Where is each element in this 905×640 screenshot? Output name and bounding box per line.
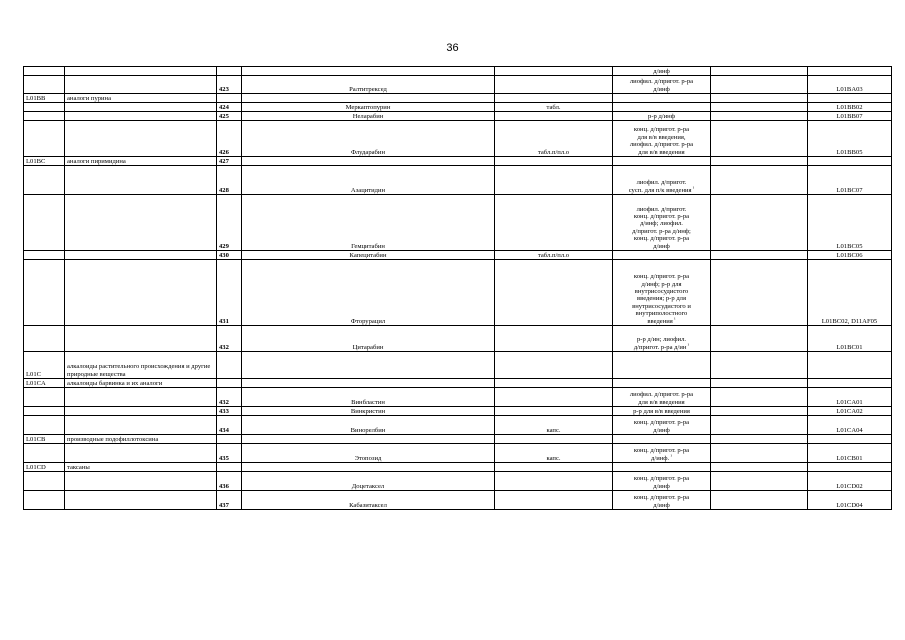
drug-name: Неларабин [242,112,495,121]
dosage-form-line: суcп. для п/к введения $^{^1}$ [628,186,695,194]
drug-name: Флударабин [242,121,495,157]
dosage-form-line: д/инф [653,482,670,490]
dosage-form-solution [613,94,711,103]
blank-cell [711,435,808,444]
drug-name: Винкристин [242,407,495,416]
footnote-marker: ¹ [669,454,672,460]
dosage-form-line: д/инф; р-р для [641,280,682,288]
atc-code [808,463,892,472]
atc-code: L01BC05 [808,195,892,251]
dosage-form-line: конц. д/пригот. р-ра [633,212,690,220]
blank-cell [711,103,808,112]
drug-name [242,67,495,76]
atc-code: L01BC06 [808,251,892,260]
dosage-form-line: лиофил. д/пригот. р-ра [629,78,694,86]
row-number: 427 [217,157,242,166]
drug-name: Капецитабин [242,251,495,260]
atc-code [808,379,892,388]
blank-cell [711,491,808,510]
dosage-form-tablet [495,407,613,416]
dosage-form-tablet [495,352,613,379]
footnote-marker: ¹ [691,186,695,192]
group-description: производные подофиллотоксина [65,435,217,444]
dosage-form-line: д/инф; лиофил. [640,220,683,228]
blank-cell [711,326,808,352]
atc-code: L01BC01 [808,326,892,352]
atc-group-code [24,444,65,463]
drug-name [242,157,495,166]
atc-group-code [24,326,65,352]
dosage-form-tablet [495,157,613,166]
footnote-marker: ¹ [672,317,676,323]
drug-name [242,379,495,388]
drug-registry-table [23,66,892,510]
blank-cell [711,444,808,463]
group-row [24,352,892,379]
atc-code: L01CA01 [808,388,892,407]
atc-group-code [24,103,65,112]
blank-cell [711,472,808,491]
atc-group-code: L01BB [24,94,65,103]
row-number: 432 [217,326,242,352]
dosage-form-solution [613,407,711,416]
dosage-form-solution [613,121,711,157]
dosage-form-line: р-р д/ин; лиофил. [636,336,687,344]
group-description: алкалоиды барвинка и их аналоги [65,379,217,388]
atc-code: L01BB05 [808,121,892,157]
dosage-form-line: лиофил. д/пригот. р-ра [629,141,694,149]
dosage-form-solution [613,435,711,444]
row-number [217,379,242,388]
group-row [24,94,892,103]
table-row [24,121,892,157]
dosage-form-solution [613,416,711,435]
dosage-form-tablet [495,472,613,491]
dosage-form-solution [613,67,711,76]
table-row [24,407,892,416]
row-number: 425 [217,112,242,121]
dosage-form-tablet [495,166,613,195]
atc-code [808,157,892,166]
atc-group-code [24,166,65,195]
group-description [65,112,217,121]
drug-name [242,352,495,379]
table-row [24,388,892,407]
row-number: 426 [217,121,242,157]
dosage-form-solution [613,112,711,121]
group-description [65,67,217,76]
dosage-form-line: д/инф [653,67,670,75]
row-number [217,94,242,103]
table-row [24,195,892,251]
group-description [65,121,217,157]
drug-name: Доцетаксел [242,472,495,491]
dosage-form-solution [613,491,711,510]
dosage-form-line: р-р для в/в введения [633,407,690,415]
group-row [24,157,892,166]
atc-group-code: L01CA [24,379,65,388]
blank-cell [711,416,808,435]
dosage-form-tablet [495,260,613,326]
dosage-form-line: д/инф [653,85,670,93]
dosage-form-solution [613,444,711,463]
blank-cell [711,407,808,416]
dosage-form-line: р-р д/инф [648,112,675,120]
atc-group-code [24,251,65,260]
dosage-form-line: введения; р-р для [637,295,686,303]
row-number: 424 [217,103,242,112]
blank-cell [711,379,808,388]
group-description [65,103,217,112]
dosage-form-line: конц. д/пригот. р-ра [633,235,690,243]
drug-name [242,435,495,444]
page-number: 36 [446,42,459,54]
atc-code: L01CA02 [808,407,892,416]
atc-group-code [24,195,65,251]
atc-group-code: L01BC [24,157,65,166]
dosage-form-line: конц. д/пригот. р-ра [633,494,690,502]
dosage-form-tablet: капс. [495,416,613,435]
atc-group-code [24,491,65,510]
group-description [65,260,217,326]
blank-cell [711,157,808,166]
blank-cell [711,166,808,195]
group-row [24,463,892,472]
dosage-form-line: д/инф [653,242,670,250]
blank-cell [711,195,808,251]
atc-group-code [24,416,65,435]
atc-group-code: L01CD [24,463,65,472]
dosage-form-line: конц. д/пригот. р-ра [633,419,690,427]
group-description: аналоги пурина [65,94,217,103]
row-number: 431 [217,260,242,326]
dosage-form-solution [613,251,711,260]
group-description [65,251,217,260]
drug-name: Гемцитабин [242,195,495,251]
dosage-form-line: внутрисосудистого [634,287,689,295]
dosage-form-tablet [495,463,613,472]
dosage-form-solution [613,76,711,94]
atc-group-code [24,388,65,407]
row-number: 435 [217,444,242,463]
dosage-form-line: конц. д/пригот. р-ра [633,126,690,134]
dosage-form-tablet [495,67,613,76]
drug-name: Винорелбин [242,416,495,435]
dosage-form-line: внутриполостного [635,310,688,318]
atc-code: L01CD02 [808,472,892,491]
atc-group-code [24,407,65,416]
table-row [24,251,892,260]
dosage-form-solution [613,195,711,251]
group-description [65,166,217,195]
atc-code: L01CA04 [808,416,892,435]
table-row [24,472,892,491]
row-number: 423 [217,76,242,94]
dosage-form-line: д/инф [653,426,670,434]
row-number: 430 [217,251,242,260]
group-description [65,326,217,352]
atc-code [808,435,892,444]
table-row [24,67,892,76]
drug-name: Фторурацил [242,260,495,326]
table-row [24,491,892,510]
group-description: таксаны [65,463,217,472]
dosage-form-tablet: табл. [495,103,613,112]
atc-code [808,352,892,379]
dosage-form-line: для в/в введения, [637,133,686,141]
row-number: 428 [217,166,242,195]
dosage-form-tablet [495,491,613,510]
table-row [24,260,892,326]
blank-cell [711,352,808,379]
dosage-form-line: внутрисосудистого и [632,302,691,310]
dosage-form-line: для в/в введения [638,148,685,156]
atc-code: L01BB02 [808,103,892,112]
drug-name [242,94,495,103]
drug-name: Этопозид [242,444,495,463]
group-description: аналоги пиримидина [65,157,217,166]
dosage-form-solution [613,157,711,166]
row-number: 432 [217,388,242,407]
row-number [217,352,242,379]
row-number: 433 [217,407,242,416]
blank-cell [711,112,808,121]
group-description: алкалоиды растительного происхождения и другие природные вещества [65,352,217,379]
dosage-form-solution [613,388,711,407]
group-description [65,444,217,463]
atc-code: L01BC07 [808,166,892,195]
row-number: 429 [217,195,242,251]
row-number [217,435,242,444]
drug-name: Цитарабин [242,326,495,352]
blank-cell [711,67,808,76]
dosage-form-tablet [495,435,613,444]
atc-code [808,67,892,76]
drug-name [242,463,495,472]
dosage-form-line: для в/в введения [638,398,685,406]
dosage-form-tablet: капс. [495,444,613,463]
row-number [217,67,242,76]
dosage-form-line: конц. д/пригот. р-ра [633,447,690,455]
atc-code: L01BC02, D11AF05 [808,260,892,326]
row-number: 434 [217,416,242,435]
atc-group-code: L01C [24,352,65,379]
blank-cell [711,94,808,103]
dosage-form-line: конц. д/пригот. р-ра [633,475,690,483]
dosage-form-line: д/пригот. р-ра д/инф; [632,227,691,235]
atc-code: L01BA03 [808,76,892,94]
atc-code [808,94,892,103]
atc-group-code [24,76,65,94]
blank-cell [711,76,808,94]
dosage-form-solution [613,463,711,472]
drug-name: Винбластин [242,388,495,407]
dosage-form-solution [613,352,711,379]
atc-code: L01CB01 [808,444,892,463]
group-description [65,388,217,407]
row-number: 436 [217,472,242,491]
table-row [24,326,892,352]
blank-cell [711,121,808,157]
group-description [65,76,217,94]
dosage-form-line: д/инф. $^{^1}$ [651,454,672,462]
blank-cell [711,260,808,326]
dosage-form-solution [613,379,711,388]
table-row [24,112,892,121]
dosage-form-solution [613,472,711,491]
group-description [65,472,217,491]
dosage-form-tablet [495,326,613,352]
atc-group-code [24,112,65,121]
group-row [24,379,892,388]
dosage-form-tablet [495,195,613,251]
dosage-form-line: конц. д/пригот. р-ра [633,273,690,281]
dosage-form-tablet [495,388,613,407]
row-number: 437 [217,491,242,510]
dosage-form-tablet: табл.п/пл.о [495,251,613,260]
drug-name: Кабазитаксел [242,491,495,510]
drug-name: Меркаптопурин [242,103,495,112]
table-row [24,416,892,435]
row-number [217,463,242,472]
atc-group-code [24,472,65,491]
atc-code: L01BB07 [808,112,892,121]
drug-name: Азацитидин [242,166,495,195]
dosage-form-line: лиофил. д/пригот. [636,179,687,187]
blank-cell [711,251,808,260]
dosage-form-solution [613,103,711,112]
dosage-form-solution [613,260,711,326]
atc-group-code [24,260,65,326]
table-row [24,444,892,463]
dosage-form-tablet [495,76,613,94]
atc-group-code [24,121,65,157]
dosage-form-tablet [495,379,613,388]
atc-code: L01CD04 [808,491,892,510]
dosage-form-tablet: табл.п/пл.о [495,121,613,157]
blank-cell [711,463,808,472]
group-description [65,416,217,435]
dosage-form-line: введения $^{^1}$ [647,317,676,325]
drug-name: Ралтитрексед [242,76,495,94]
dosage-form-tablet [495,94,613,103]
dosage-form-line: д/пригот. р-ра д/ин $^{^1}$ [633,343,690,351]
atc-group-code: L01CB [24,435,65,444]
dosage-form-solution [613,166,711,195]
table-row [24,76,892,94]
footnote-marker: ¹ [686,343,690,349]
blank-cell [711,388,808,407]
dosage-form-line: лиофил. д/пригот. р-ра [629,391,694,399]
group-description [65,491,217,510]
dosage-form-line: д/инф [653,501,670,509]
dosage-form-line: лиофил. д/пригот. [636,205,687,213]
group-description [65,407,217,416]
group-description [65,195,217,251]
group-row [24,435,892,444]
dosage-form-tablet [495,112,613,121]
table-row [24,166,892,195]
table-row [24,103,892,112]
atc-group-code [24,67,65,76]
dosage-form-solution [613,326,711,352]
